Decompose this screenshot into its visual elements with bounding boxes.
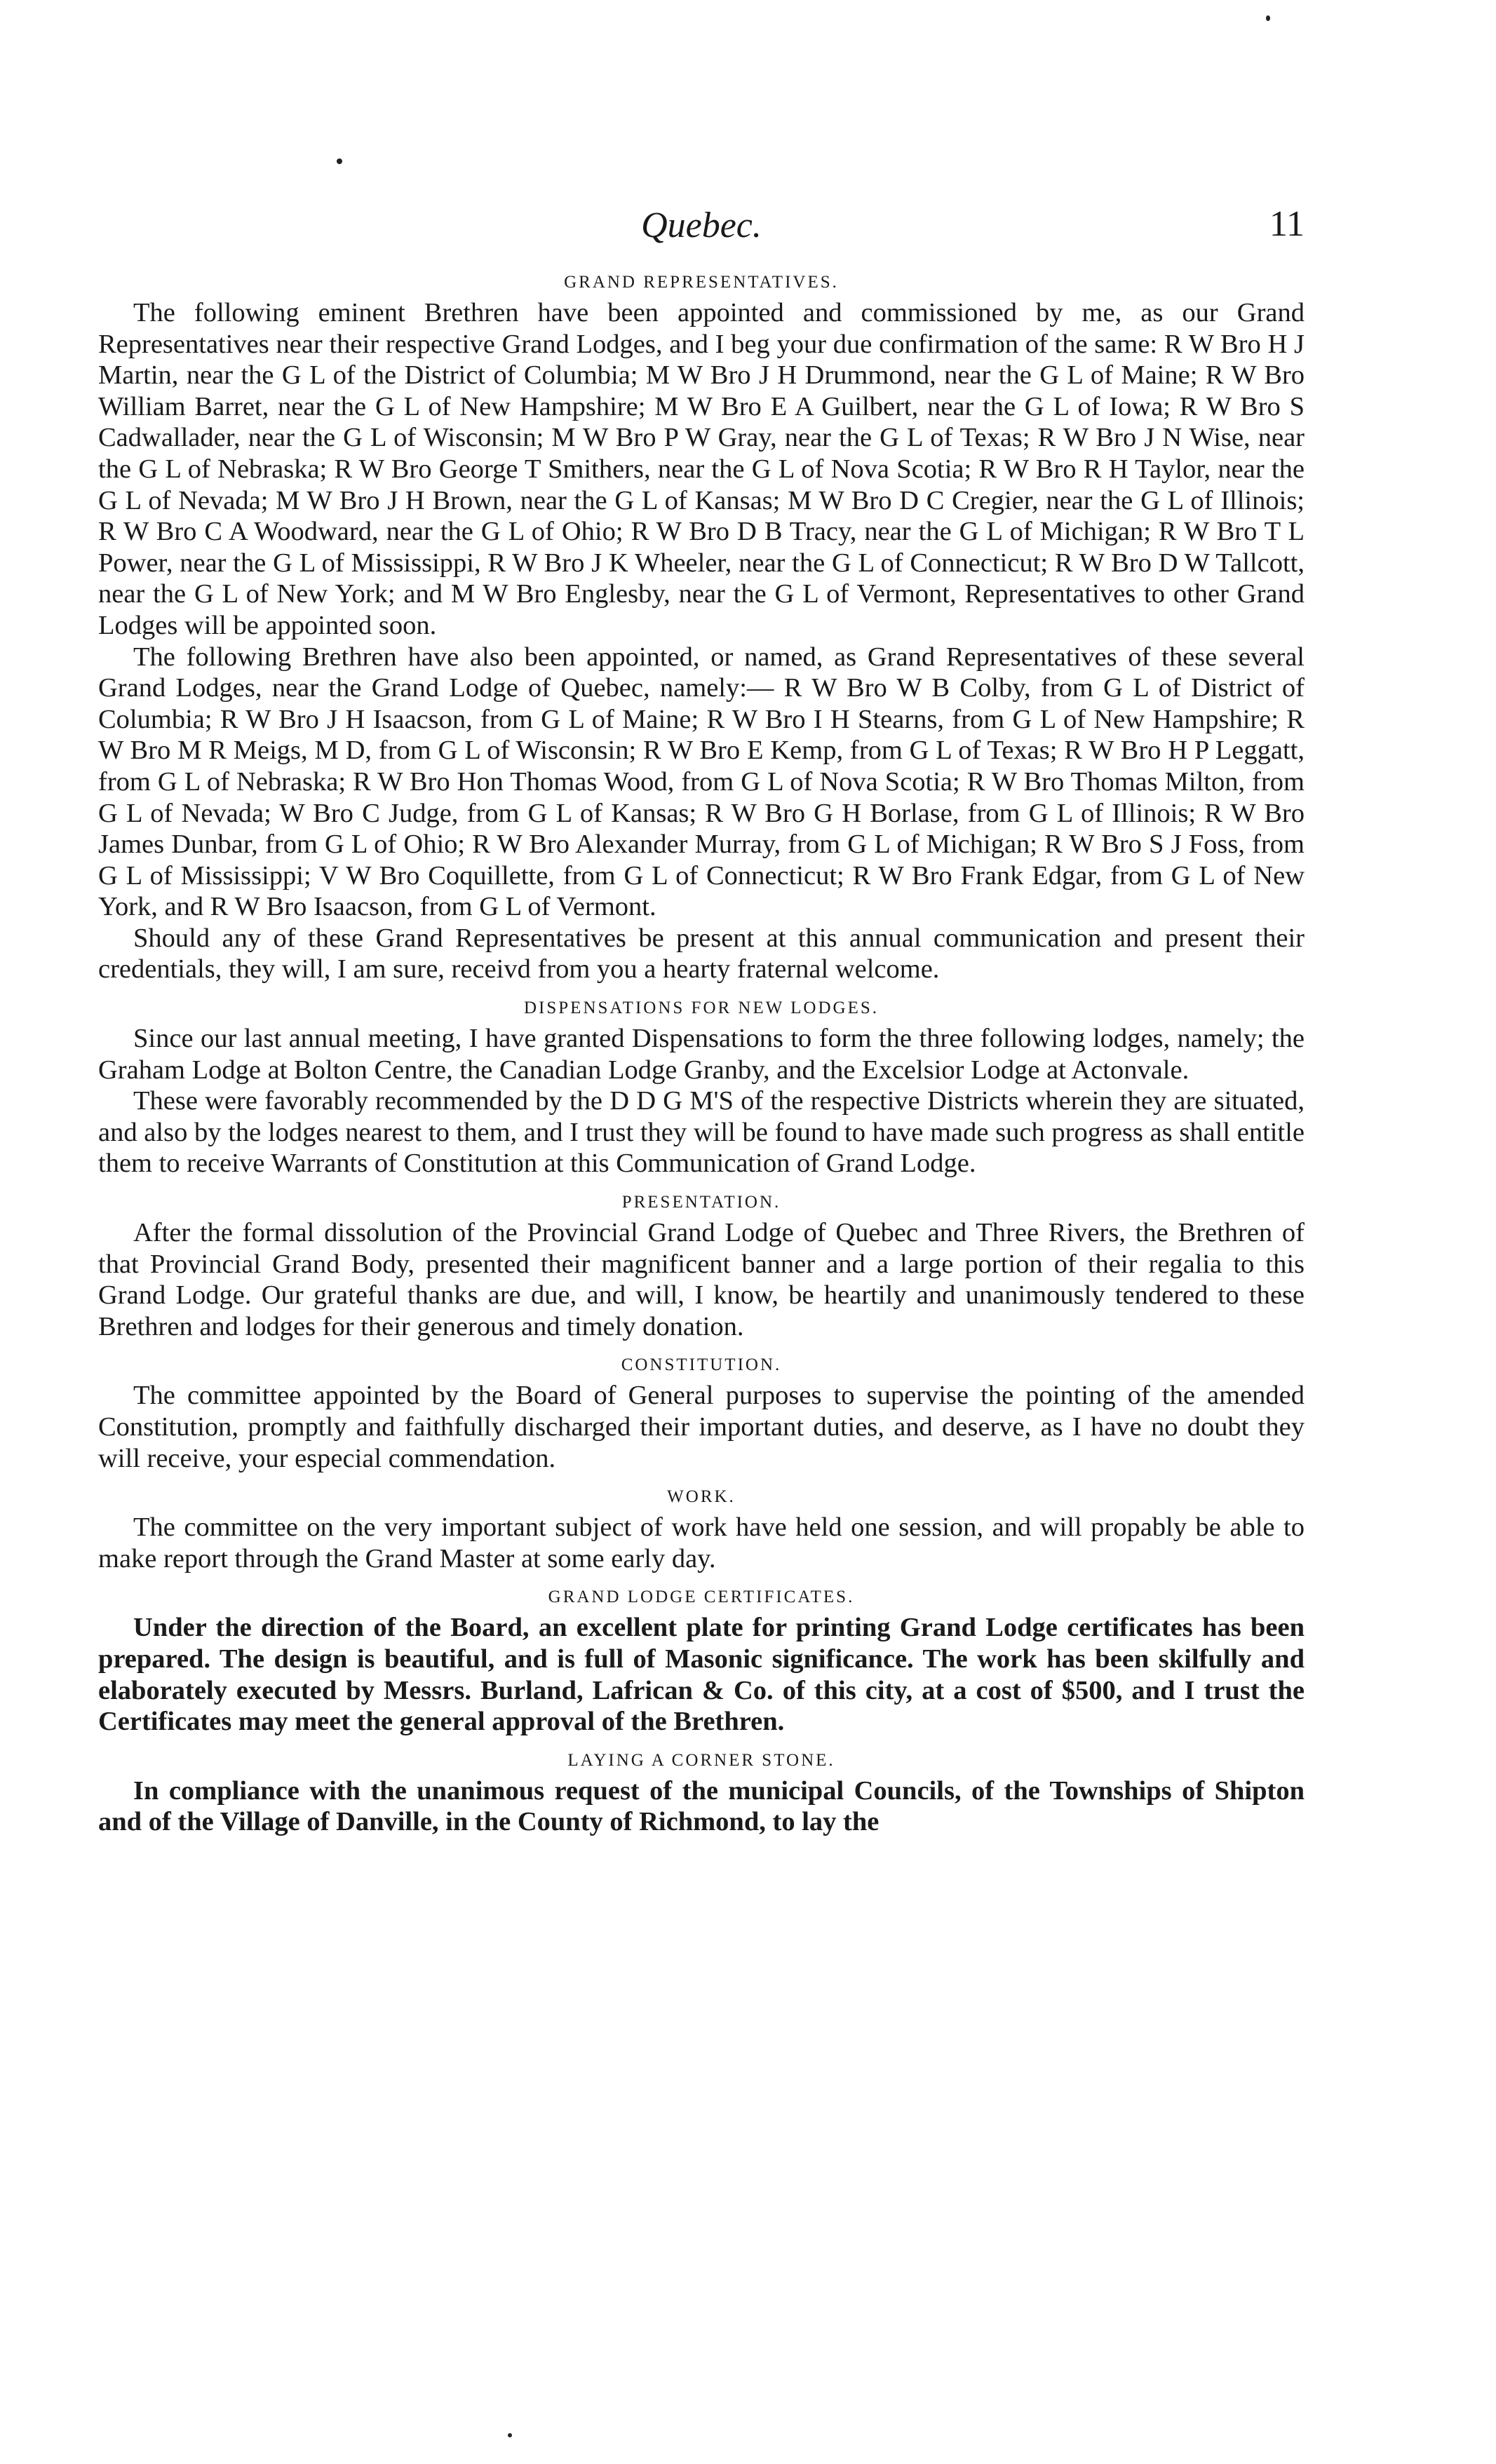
document-page [98,203,1305,1838]
paragraph: The following eminent Brethren have been appointed and commissioned by me, as our Grand Representatives near their respective Grand Lodges, and I beg your due confirmation of the same: R W Bro H J Martin, near the G L of the District of Columbia; M W Bro J H Drummond, near the G L of Maine; R W Bro William Barret, near the G L of New Hampshire; M W Bro E A Guilbert, near the G L of Iowa; R W Bro S Cadwallader, near the G L of Wisconsin; M W Bro P W Gray, near the G L of Texas; R W Bro J N Wise, near the G L of Nebraska; R W Bro George T Smithers, near the G L of Nova Scotia; R W Bro R H Taylor, near the G L of Nevada; M W Bro J H Brown, near the G L of Kansas; M W Bro D C Cregier, near the G L of Illinois; R W Bro C A Woodward, near the G L of Ohio; R W Bro D B Tracy, near the G L of Michigan; R W Bro T L Power, near the G L of Mississippi, R W Bro J K Wheeler, near the G L of Connecticut; R W Bro D W Tallcott, near the G L of New York; and M W Bro Englesby, near the G L of Vermont, Representatives to other Grand Lodges will be appointed soon. [98,298,1305,640]
section-heading: WORK. [667,1487,736,1507]
section-heading: PRESENTATION. [621,1193,781,1212]
section-heading: CONSTITUTION. [621,1355,782,1375]
section-heading: GRAND LODGE CERTIFICATES. [548,1588,855,1607]
running-head [98,203,1305,259]
running-title: Quebec. [641,205,762,245]
paragraph: The committee on the very important subject of work have held one session, and will propably be able to make report through the Grand Master at some early day. [98,1512,1305,1573]
section-grand-representatives [98,272,1305,985]
paragraph: Should any of these Grand Representatives be present at this annual communication and present their credentials, they will, I am sure, receivd from you a hearty fraternal welcome. [98,923,1305,984]
page-number: 11 [1269,204,1305,244]
section-laying-corner-stone [98,1750,1305,1838]
section-grand-lodge-certificates [98,1587,1305,1737]
paragraph: Since our last annual meeting, I have granted Dispensations to form the three following lodges, namely; the Graham Lodge at Bolton Centre, the Canadian Lodge Granby, and the Excelsior Lodge at Actonvale. [98,1024,1305,1085]
scan-speck [1266,15,1270,21]
paragraph: These were favorably recommended by the D D G M'S of the respective Districts wherein they are situated, and also by the lodges nearest to them, and I trust they will be found to have made such progress as shall entitle them to receive Warrants of Constitution at this Communication of Grand Lodge. [98,1086,1305,1179]
section-heading: DISPENSATIONS FOR NEW LODGES. [523,999,880,1018]
scan-speck [508,2433,512,2437]
paragraph: Under the direction of the Board, an excellent plate for printing Grand Lodge certificates has been prepared. The design is beautiful, and is full of Masonic significance. The work has been skilfully and elaborately executed by Messrs. Burland, Lafrican & Co. of this city, at a cost of $500, and I trust the Certificates may meet the general approval of the Brethren. [98,1613,1305,1737]
section-presentation [98,1192,1305,1342]
paragraph: The following Brethren have also been appointed, or named, as Grand Representatives of these several Grand Lodges, near the Grand Lodge of Quebec, namely:— R W Bro W B Colby, from G L of District of Columbia; R W Bro J H Isaacson, from G L of Maine; R W Bro I H Stearns, from G L of New Hampshire; R W Bro M R Meigs, M D, from G L of Wisconsin; R W Bro E Kemp, from G L of Texas; R W Bro H P Leggatt, from G L of Nebraska; R W Bro Hon Thomas Wood, from G L of Nova Scotia; R W Bro Thomas Milton, from G L of Nevada; W Bro C Judge, from G L of Kansas; R W Bro G H Borlase, from G L of Illinois; R W Bro James Dunbar, from G L of Ohio; R W Bro Alexander Murray, from G L of Michigan; R W Bro S J Foss, from G L of Mississippi; V W Bro Coquillette, from G L of Connecticut; R W Bro Frank Edgar, from G L of New York, and R W Bro Isaacson, from G L of Vermont. [98,642,1305,922]
section-work [98,1487,1305,1574]
paragraph: In compliance with the unanimous request of the municipal Councils, of the Townships of Shipton and of the Village of Danville, in the County of Richmond, to lay the [98,1775,1305,1837]
paragraph: After the formal dissolution of the Provincial Grand Lodge of Quebec and Three Rivers, the Brethren of that Provincial Grand Body, presented their magnificent banner and a large portion of their regalia to this Grand Lodge. Our grateful thanks are due, and will, I know, be heartily and unanimously tendered to these Brethren and lodges for their generous and timely donation. [98,1218,1305,1341]
section-heading: GRAND REPRESENTATIVES. [564,273,839,292]
section-dispensations [98,998,1305,1179]
section-constitution [98,1355,1305,1474]
section-heading: LAYING A CORNER STONE. [567,1750,835,1770]
paragraph: The committee appointed by the Board of General purposes to supervise the pointing of the amended Constitution, promptly and faithfully discharged their important duties, and deserve, as I have no doubt they will receive, your especial commendation. [98,1381,1305,1473]
scan-speck [337,158,342,164]
